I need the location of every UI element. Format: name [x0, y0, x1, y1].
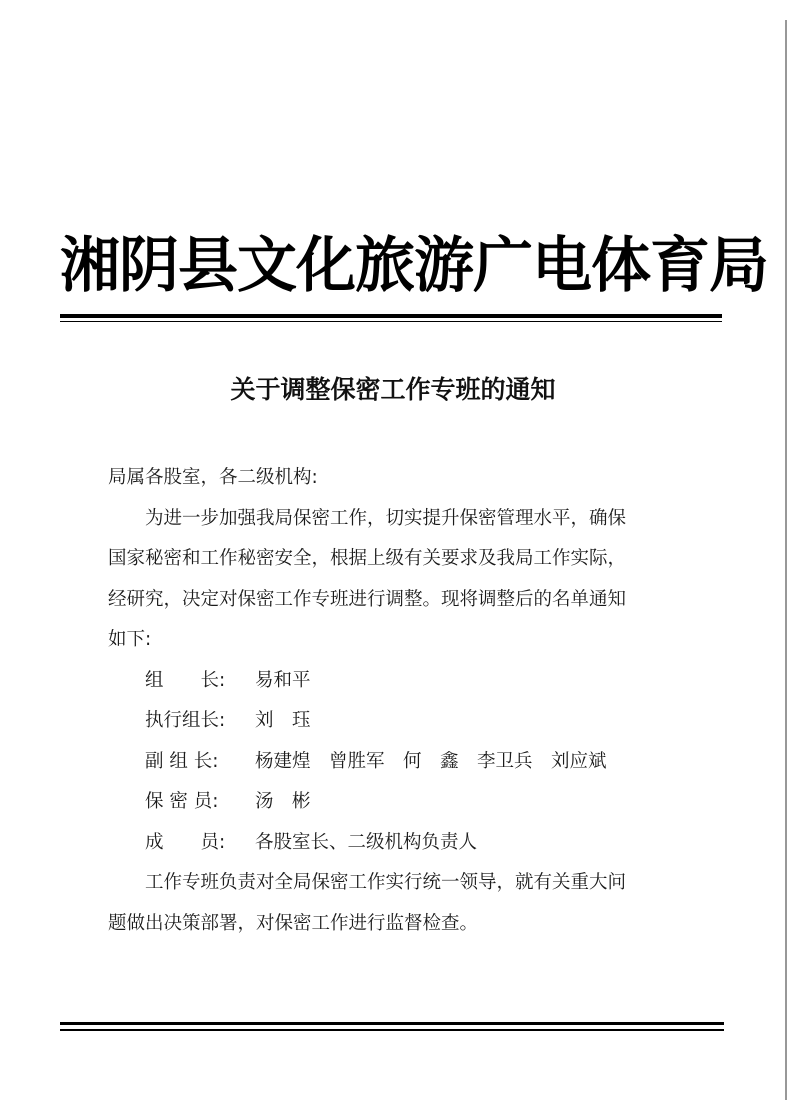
roster-names: 易和平: [255, 669, 311, 691]
roster-names: 刘 珏: [255, 710, 311, 731]
roster-names: 汤 彬: [255, 791, 311, 812]
org-header-title: 湘阴县文化旅游广电体育局: [60, 231, 768, 301]
header-rule-thick: [60, 314, 722, 318]
closing-line: 工作专班负责对全局保密工作实行统一领导，就有关重大问: [145, 872, 627, 893]
roster-role: 组 长:: [145, 669, 226, 691]
notice-body: [108, 458, 726, 944]
notice-title: 关于调整保密工作专班的通知: [230, 375, 556, 404]
roster-role: 成 员:: [145, 831, 226, 853]
intro-line: 如下:: [108, 629, 152, 650]
roster-row-secrecy-officer: [108, 782, 726, 823]
closing-line: 题做出决策部署，对保密工作进行监督检查。: [108, 912, 479, 934]
salutation: 局属各股室，各二级机构:: [108, 467, 318, 488]
intro-line: 为进一步加强我局保密工作，切实提升保密管理水平，确保: [145, 507, 627, 529]
roster-row-executive-leader: [108, 701, 726, 742]
roster-role: 执行组长:: [145, 710, 226, 731]
intro-line: 国家秘密和工作秘密安全，根据上级有关要求及我局工作实际，: [108, 548, 627, 569]
roster-role: 保 密 员:: [145, 791, 219, 812]
roster-names: 杨建煌 曾胜军 何 鑫 李卫兵 刘应斌: [255, 750, 607, 772]
scan-edge-line: [785, 20, 787, 1100]
roster-row-leader: [108, 661, 726, 702]
header-rule-thin: [60, 321, 722, 322]
footer-rule-thick: [60, 1022, 724, 1025]
roster-row-members: [108, 823, 726, 864]
intro-line: 经研究，决定对保密工作专班进行调整。现将调整后的名单通知: [108, 588, 627, 610]
roster-role: 副 组 长:: [145, 750, 219, 772]
footer-rule-thin: [60, 1029, 724, 1031]
roster-names: 各股室长、二级机构负责人: [255, 831, 478, 853]
roster-row-deputy-leaders: [108, 742, 726, 783]
